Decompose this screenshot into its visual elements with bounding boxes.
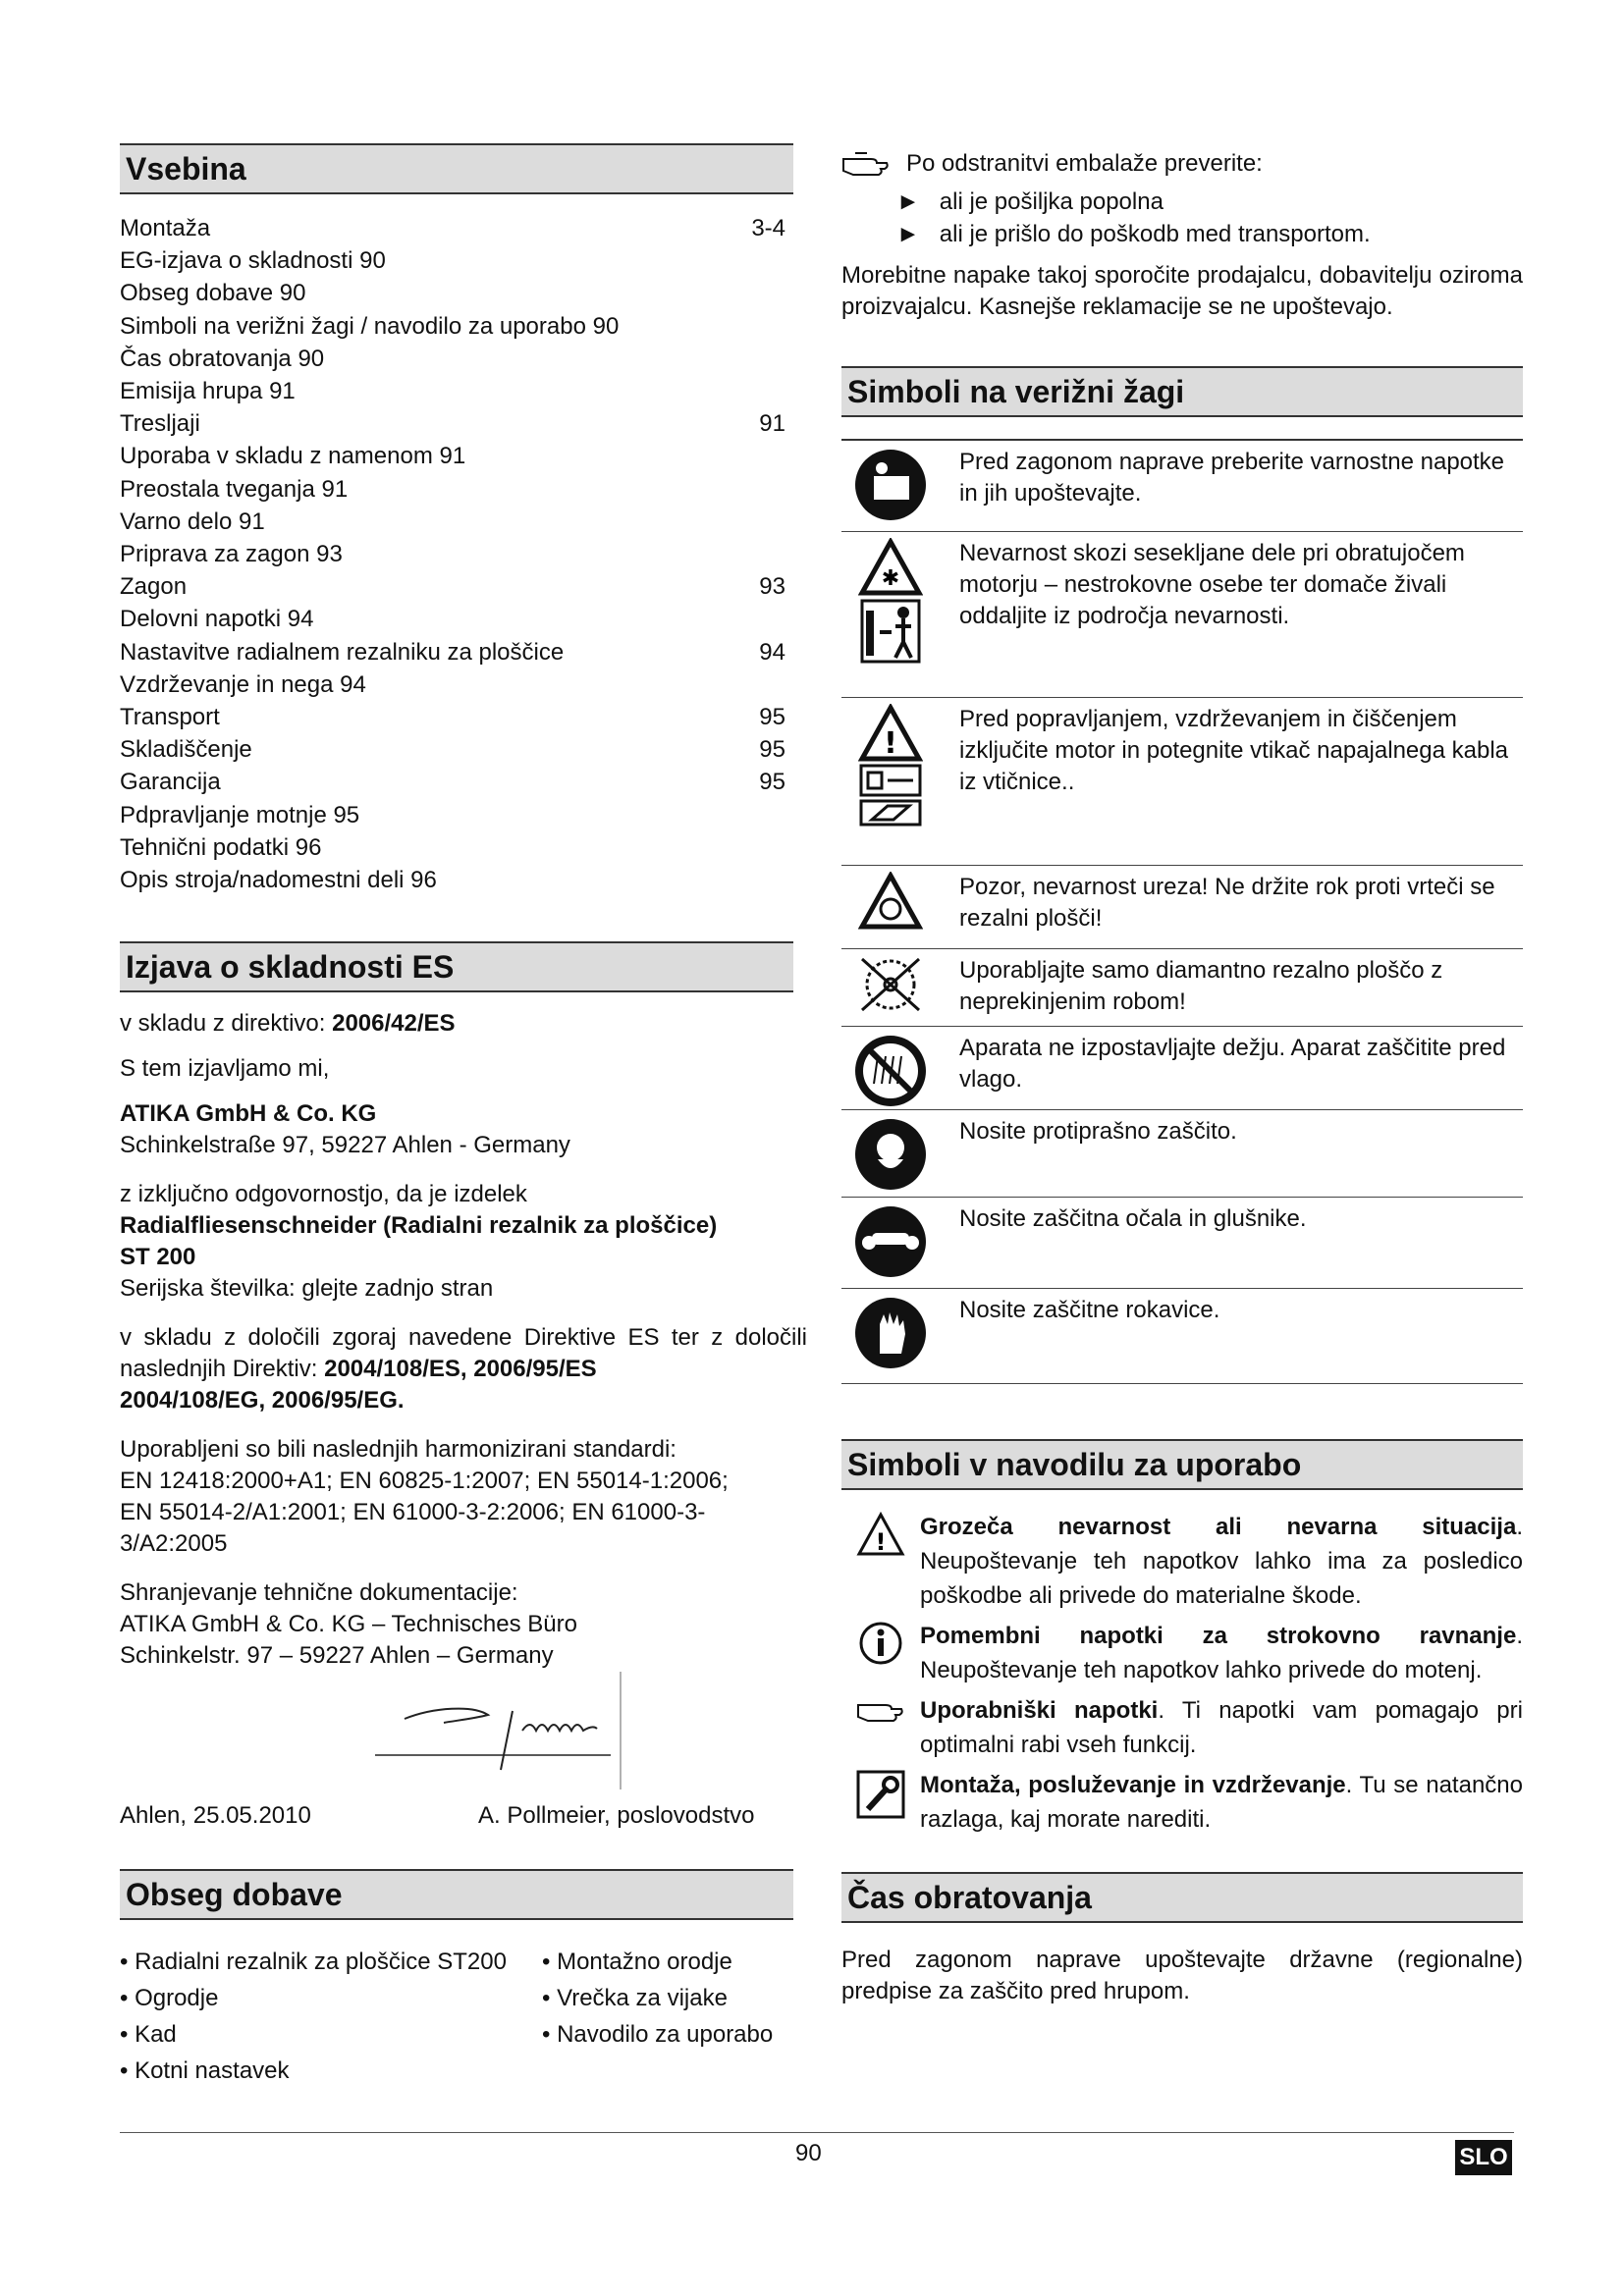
toc-label: Delovni napotki 94 [120, 606, 314, 633]
machine-symbols-table [841, 439, 1523, 1384]
toc-label: Emisija hrupa 91 [120, 378, 296, 405]
delivery-lists [120, 1944, 793, 2089]
signature-line [120, 1799, 793, 1832]
gloves-icon [841, 1289, 940, 1383]
toc-label: Vzdrževanje in nega 94 [120, 670, 366, 698]
toc-entry [120, 212, 793, 244]
serial-number: Serijska številka: glejte zadnjo stran [120, 1275, 494, 1303]
toc-label: Priprava za zagon 93 [120, 541, 343, 568]
symbol-row [841, 1027, 1523, 1110]
symbol-row [841, 698, 1523, 866]
dust-mask-icon [841, 1110, 940, 1197]
defects-text: Morebitne napake takoj sporočite prodajalcu, dobavitelju oziroma proizvajalcu. Kasnejše reklamacije se ne upoštevajo. [841, 262, 1523, 320]
further-directives: v skladu z določili zgoraj navedene Direktive ES ter z določili naslednjih Direktiv: 2004/108/ES, 2006/95/ES [120, 1324, 807, 1383]
standards-line-1: EN 12418:2000+A1; EN 60825-1:2007; EN 55014-1:2006; [120, 1468, 729, 1495]
toc-label: Čas obratovanja 90 [120, 345, 325, 372]
toc-page [746, 310, 793, 343]
unpacking-checks [896, 186, 1523, 250]
toc-entry [120, 277, 793, 309]
delivery-item: • Vrečka za vijake [542, 1985, 728, 2012]
cut-hazard-icon [841, 866, 940, 948]
toc-page: 91 [759, 410, 785, 438]
symbol-row [841, 1110, 1523, 1198]
symbol-description: Aparata ne izpostavljajte dežju. Aparat zaščitite pred vlago. [959, 1035, 1506, 1093]
toc-entry [120, 538, 793, 570]
toc-entry [120, 766, 793, 798]
toc-page [746, 473, 793, 506]
toc-page [746, 831, 793, 864]
toc-label: Skladiščenje [120, 736, 252, 764]
toc-entry [120, 343, 793, 375]
toc-label: Tresljaji [120, 410, 200, 438]
bullet-icon: • [120, 1985, 135, 2012]
symbol-description: Nevarnost skozi sesekljane dele pri obratujočem motorju – nestrokovne osebe ter domače živali oddaljite iz področja nevarnosti. [959, 540, 1465, 629]
toc-label: Opis stroja/nadomestni deli 96 [120, 867, 437, 894]
check-item: ► ali je pošiljka popolna [896, 188, 1164, 215]
toc-entry [120, 701, 793, 733]
symbol-row [841, 1289, 1523, 1384]
storage-line-2: Schinkelstr. 97 – 59227 Ahlen – Germany [120, 1642, 554, 1670]
toc-entry [120, 864, 793, 896]
eye-ear-protection-icon [841, 1198, 940, 1288]
toc-page [746, 440, 793, 472]
signature-area [120, 1672, 793, 1799]
bullet-icon: • [542, 1949, 558, 1976]
manual-read-icon [841, 441, 940, 531]
operating-time-text: Pred zagonom naprave upoštevajte državne (regionalne) predpise za zaščito pred hrupom. [841, 1947, 1523, 2004]
toc-label: Nastavitve radialnem rezalniku za ploščice [120, 638, 565, 666]
toc-page [746, 375, 793, 407]
toc-page: 3-4 [751, 215, 785, 241]
we-declare: S tem izjavljamo mi, [120, 1055, 330, 1083]
toc-label: Zagon [120, 573, 188, 601]
toc-label: Transport [120, 704, 220, 731]
bullet-icon: • [120, 2057, 135, 2085]
storage-line-1: ATIKA GmbH & Co. KG – Technisches Büro [120, 1611, 577, 1638]
toc-entry [120, 733, 793, 766]
delivery-list-right [542, 1944, 773, 2089]
bullet-icon: • [542, 1985, 558, 2012]
directive-line: v skladu z direktivo: 2006/42/ES [120, 1010, 456, 1038]
toc-page [746, 799, 793, 831]
unpacking-note [841, 147, 1523, 180]
delivery-item: • Radialni rezalnik za ploščice ST200 [120, 1949, 507, 1976]
toc-label: Preostala tveganja 91 [120, 475, 349, 503]
left-column [120, 143, 807, 2089]
signature-image [375, 1672, 787, 1799]
legend-text: Montaža, posluževanje in vzdrževanje. Tu se natančno razlaga, kaj morate narediti. [920, 1772, 1523, 1833]
svg-text:✱: ✱ [881, 566, 900, 591]
toc-entry [120, 831, 793, 864]
symbol-description: Nosite zaščitna očala in glušnike. [959, 1205, 1307, 1232]
symbol-row [841, 532, 1523, 698]
toc-entry [120, 799, 793, 831]
responsibility-text: z izključno odgovornostjo, da je izdelek [120, 1181, 527, 1208]
toc-entry [120, 603, 793, 635]
bullet-icon: • [542, 2021, 558, 2049]
info-icon [841, 1619, 920, 1666]
legend-item [841, 1768, 1523, 1837]
standards-line-2: EN 55014-2/A1:2001; EN 61000-3-2:2006; EN 61000-3-3/A2:2005 [120, 1499, 706, 1558]
table-of-contents [120, 212, 793, 896]
svg-text:!: ! [884, 726, 897, 761]
toc-page [746, 244, 793, 277]
toc-entry [120, 636, 793, 668]
standards-intro: Uporabljeni so bili naslednjih harmonizirani standardi: [120, 1436, 677, 1464]
delivery-list-left [120, 1944, 542, 2089]
company-name: ATIKA GmbH & Co. KG [120, 1100, 377, 1128]
toc-entry [120, 473, 793, 506]
symbol-row [841, 1198, 1523, 1289]
delivery-item: • Navodilo za uporabo [542, 2021, 774, 2049]
signatory: A. Pollmeier, poslovodstvo [478, 1802, 755, 1830]
toc-label: Simboli na verižni žagi / navodilo za uporabo 90 [120, 312, 620, 340]
symbol-row [841, 441, 1523, 532]
toc-entry [120, 668, 793, 701]
no-rain-icon [841, 1027, 940, 1109]
toc-page [746, 538, 793, 570]
company-address: Schinkelstraße 97, 59227 Ahlen - Germany [120, 1132, 570, 1159]
footer-divider [120, 2132, 1514, 2133]
warning-triangle-icon [841, 1510, 920, 1557]
toc-page: 95 [759, 736, 785, 764]
legend-item [841, 1510, 1523, 1613]
delivery-heading: Obseg dobave [120, 1869, 793, 1920]
delivery-item: • Kotni nastavek [120, 2057, 290, 2085]
toc-page: 93 [759, 573, 785, 601]
flying-debris-warning-icon [841, 532, 940, 697]
legend-item [841, 1693, 1523, 1762]
contents-heading: Vsebina [120, 143, 793, 194]
toc-page: 95 [759, 769, 785, 796]
machine-symbols-heading: Simboli na verižni žagi [841, 366, 1523, 417]
arrow-bullet-icon: ► [896, 188, 940, 215]
toc-entry [120, 440, 793, 472]
page-number: 90 [795, 2140, 822, 2166]
diamond-blade-icon [841, 949, 940, 1026]
toc-page: 95 [759, 704, 785, 731]
toc-label: Pdpravljanje motnje 95 [120, 801, 360, 828]
storage-intro: Shranjevanje tehnične dokumentacije: [120, 1579, 518, 1607]
arrow-bullet-icon: ► [896, 221, 940, 247]
legend-item [841, 1619, 1523, 1687]
hand-pointer-icon [841, 149, 891, 179]
toc-page [746, 668, 793, 701]
product-model: ST 200 [120, 1244, 196, 1271]
toc-entry [120, 375, 793, 407]
toc-entry [120, 570, 793, 603]
delivery-item: • Ogrodje [120, 1985, 219, 2012]
right-column [841, 147, 1523, 2007]
bullet-icon: • [120, 1949, 135, 1976]
svg-text:!: ! [875, 1528, 887, 1556]
symbol-row [841, 949, 1523, 1027]
legend-text: Pomembni napotki za strokovno ravnanje. Neupoštevanje teh napotkov lahko privede do motenj. [920, 1623, 1523, 1683]
unpacking-text: Po odstranitvi embalaže preverite: [906, 150, 1263, 177]
symbol-row [841, 866, 1523, 949]
further-directives-2: 2004/108/EG, 2006/95/EG. [120, 1387, 405, 1415]
delivery-item: • Montažno orodje [542, 1949, 732, 1976]
place-date: Ahlen, 25.05.2010 [120, 1802, 311, 1830]
legend-text: Grozeča nevarnost ali nevarna situacija. Neupoštevanje teh napotkov lahko ima za posledico poškodbe ali privede do materialne škode. [920, 1514, 1523, 1609]
symbol-description: Pozor, nevarnost ureza! Ne držite rok proti vrteči se rezalni plošči! [959, 874, 1495, 932]
symbol-description: Nosite zaščitne rokavice. [959, 1297, 1220, 1323]
toc-page: 94 [759, 638, 785, 666]
toc-entry [120, 310, 793, 343]
toc-page [746, 343, 793, 375]
symbol-description: Uporabljajte samo diamantno rezalno ploščo z neprekinjenim robom! [959, 957, 1443, 1015]
toc-label: Garancija [120, 769, 221, 796]
product-name: Radialfliesenschneider (Radialni rezalnik za ploščice) [120, 1212, 718, 1240]
toc-label: Tehnični podatki 96 [120, 833, 322, 861]
toc-label: Montaža [120, 215, 211, 241]
toc-label: Uporaba v skladu z namenom 91 [120, 443, 466, 470]
toc-page [746, 277, 793, 309]
operating-time-heading: Čas obratovanja [841, 1872, 1523, 1923]
check-item: ► ali je prišlo do poškodb med transportom. [896, 221, 1371, 247]
toc-page [746, 864, 793, 896]
toc-page [746, 603, 793, 635]
toc-entry [120, 506, 793, 538]
toc-entry [120, 244, 793, 277]
toc-label: Varno delo 91 [120, 507, 265, 535]
language-badge: SLO [1455, 2140, 1512, 2175]
toc-entry [120, 407, 793, 440]
declaration-heading: Izjava o skladnosti ES [120, 941, 793, 992]
unplug-before-maintenance-icon [841, 698, 940, 865]
bullet-icon: • [120, 2021, 135, 2049]
manual-symbols-legend [841, 1510, 1523, 1837]
manual-symbols-heading: Simboli v navodilu za uporabo [841, 1439, 1523, 1490]
legend-text: Uporabniški napotki. Ti napotki vam pomagajo pri optimalni rabi vseh funkcij. [920, 1697, 1523, 1758]
toc-label: EG-izjava o skladnosti 90 [120, 247, 386, 275]
symbol-description: Pred zagonom naprave preberite varnostne napotke in jih upoštevajte. [959, 449, 1505, 507]
delivery-item: • Kad [120, 2021, 177, 2049]
symbol-description: Pred popravljanjem, vzdrževanjem in čiščenjem izključite motor in potegnite vtikač napajalnega kabla iz vtičnice.. [959, 706, 1508, 795]
toc-label: Obseg dobave 90 [120, 280, 306, 307]
hand-pointer-icon [841, 1693, 920, 1725]
symbol-description: Nosite protiprašno zaščito. [959, 1118, 1237, 1145]
wrench-icon [841, 1768, 920, 1819]
toc-page [746, 506, 793, 538]
